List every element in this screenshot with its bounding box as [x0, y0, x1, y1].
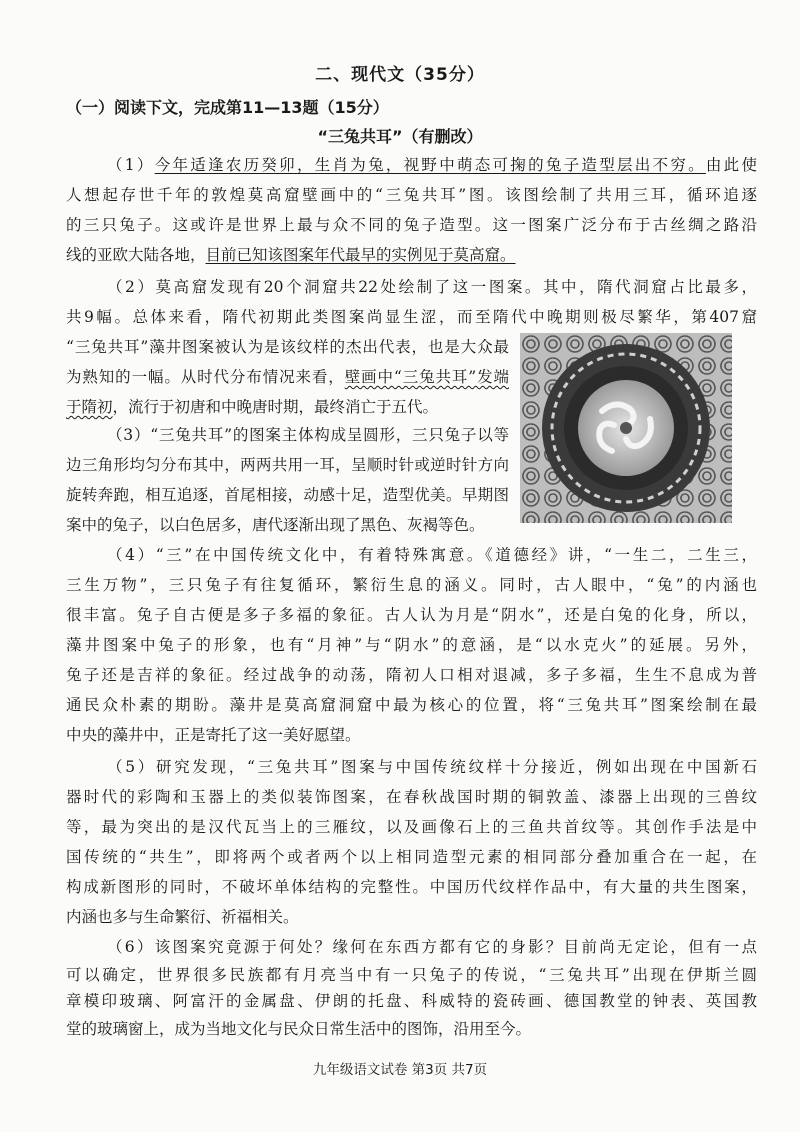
paragraph-3-line-2: 边三角形均匀分布其中，两两共用一耳，呈顺时针或逆时针方向 [66, 456, 509, 474]
paragraph-2-line-5 [66, 397, 509, 417]
section-title: 二、现代文（35分） [315, 65, 485, 85]
paragraph-3-line-4: 案中的兔子，以白色居多，唐代逐渐出现了黑色、灰褐等色。 [66, 516, 485, 534]
paragraph-4-line-5: 兔子还是吉祥的象征。经过战争的动荡，隋初人口相对退减，多子多福，生生不息成为普 [66, 666, 757, 684]
paragraph-6-line-2: 可以确定，世界很多民族都有月亮当中有一只兔子的传说，“三兔共耳”出现在伊斯兰圆 [66, 966, 757, 984]
paragraph-6-line-3: 章模印玻璃、阿富汗的金属盘、伊朗的托盘、科威特的瓷砖画、德国教堂的钟表、英国教 [66, 992, 757, 1010]
paragraph-3-line-1: （3）“三兔共耳”的图案主体构成呈圆形，三只兔子以等 [107, 426, 509, 444]
paragraph-5-line-3: 等，最为突出的是汉代瓦当上的三雁纹，以及画像石上的三鱼共首纹等。其创作手法是中 [66, 818, 757, 836]
paragraph-6-line-1: （6）该图案究竟源于何处？缘何在东西方都有它的身影？目前尚无定论，但有一点 [107, 938, 757, 956]
page-footer: 九年级语文试卷 第3页 共7页 [312, 1062, 488, 1078]
paragraph-4-line-2: 三生万物”，三只兔子有往复循环，繁衍生息的涵义。同时，古人眼中，“兔”的内涵也 [66, 576, 757, 594]
three-rabbits-caisson-image [520, 333, 732, 523]
paragraph-4-line-7: 中央的藻井中，正是寄托了这一美好愿望。 [66, 726, 361, 744]
paragraph-4-line-4: 藻井图案中兔子的形象，也有“月神”与“阴水”的意涵，是“以水克火”的延展。另外， [66, 636, 757, 654]
paragraph-4-line-3: 很丰富。兔子自古便是多子多福的象征。古人认为月是“阴水”，还是白兔的化身，所以， [66, 606, 757, 624]
paragraph-4-line-6: 通民众朴素的期盼。藻井是莫高窟洞窟中最为核心的位置，将“三兔共耳”图案绘制在最 [66, 696, 757, 714]
paragraph-1-line-2: 人想起存世千年的敦煌莫高窟壁画中的“三兔共耳”图。该图绘制了共用三耳，循环追逐 [66, 186, 757, 204]
text-run: ，流行于初唐和中晚唐时期，最终消亡于五代。 [112, 398, 439, 416]
caisson-illustration [520, 333, 732, 523]
article-title: “三兔共耳”（有删改） [317, 127, 483, 146]
paragraph-5-line-5: 构成新图形的同时，不破坏单体结构的完整性。中国历代纹样作品中，有大量的共生图案， [66, 878, 757, 896]
paragraph-2-line-3: “三兔共耳”藻井图案被认为是该纹样的杰出代表，也是大众最 [66, 338, 509, 356]
underlined-sentence: 目前已知该图案年代最早的实例见于莫高窟。 [205, 246, 516, 264]
underlined-sentence: 今年适逢农历癸卯，生肖为兔，视野中萌态可掬的兔子造型层出不穷。 [154, 156, 706, 174]
ear-triangle-center [620, 422, 632, 434]
paragraph-2-line-4 [66, 367, 509, 387]
paragraph-3-line-3: 旋转奔跑，相互追逐，首尾相接，动感十足，造型优美。早期图 [66, 486, 509, 504]
subsection-title: （一）阅读下文，完成第11—13题（15分） [66, 98, 389, 117]
paragraph-2-line-1: （2）莫高窟发现有20个洞窟共22处绘制了这一图案。其中，隋代洞窟占比最多， [107, 278, 757, 296]
wavy-underlined-phrase: 壁画中“三兔共耳”发端 [344, 368, 509, 386]
paragraph-4-line-1: （4）“三”在中国传统文化中，有着特殊寓意。《道德经》讲，“一生二，二生三， [107, 546, 757, 564]
paragraph-5-line-1: （5）研究发现，“三兔共耳”图案与中国传统纹样十分接近，例如出现在中国新石 [107, 758, 757, 776]
text-run: 线的亚欧大陆各地， [66, 246, 206, 264]
paragraph-5-line-2: 器时代的彩陶和玉器上的类似装饰图案，在春秋战国时期的铜敦盖、漆器上出现的三兽纹 [66, 788, 757, 806]
paragraph-1-line-1 [107, 155, 757, 175]
paragraph-5-line-4: 国传统的“共生”，即将两个或者两个以上相同造型元素的相同部分叠加重合在一起，在 [66, 848, 757, 866]
text-run: 由此使 [705, 156, 757, 174]
paragraph-number: （1） [107, 156, 155, 174]
paragraph-2-line-2: 共9幅。总体来看，隋代初期此类图案尚显生涩，而至隋代中晚期则极尽繁华，第407窟 [66, 308, 757, 326]
text-run: 为熟知的一幅。从时代分布情况来看， [66, 368, 345, 386]
paragraph-1-line-3: 的三只兔子。这或许是世界上最与众不同的兔子造型。这一图案广泛分布于古丝绸之路沿 [66, 216, 757, 234]
paragraph-6-line-4: 堂的玻璃窗上，成为当地文化与民众日常生活中的图饰，沿用至今。 [66, 1020, 532, 1038]
paragraph-1-line-4 [66, 245, 757, 265]
paragraph-5-line-6: 内涵也多与生命繁衍、祈福相关。 [66, 908, 299, 926]
wavy-underlined-phrase: 于隋初 [66, 398, 113, 416]
